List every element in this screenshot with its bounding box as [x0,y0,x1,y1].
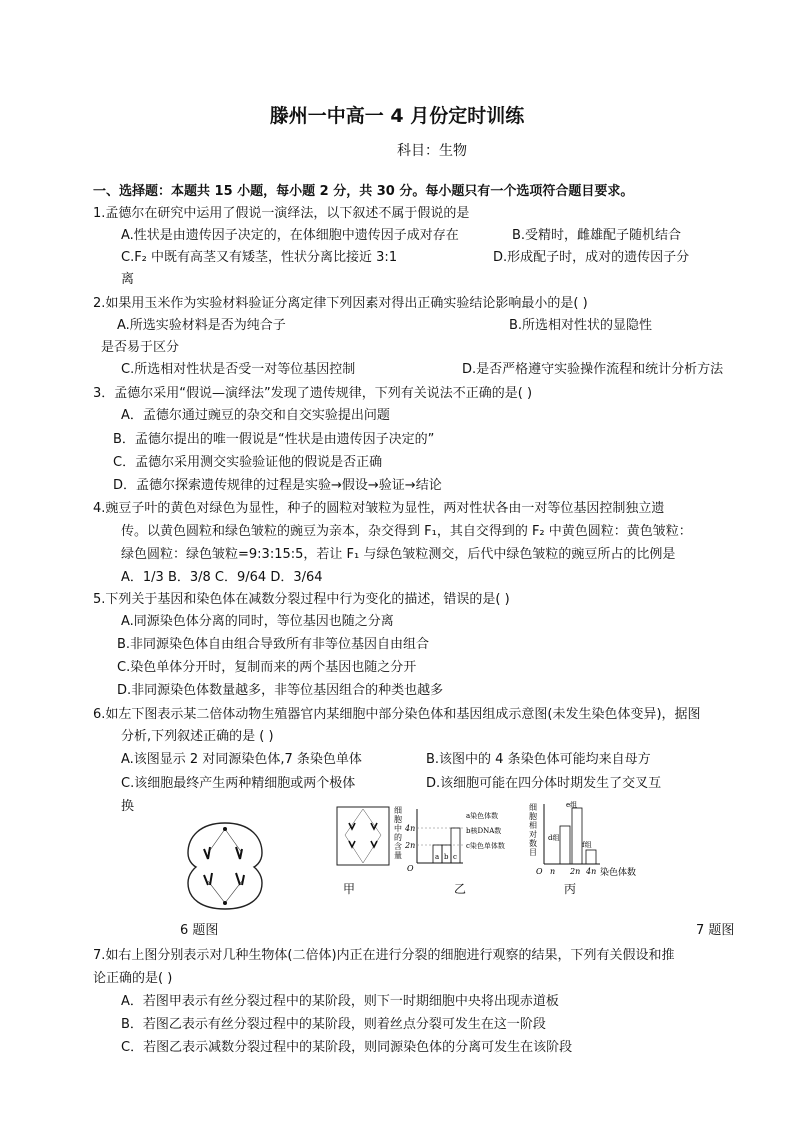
q2-option-d: D.是否严格遵守实验操作流程和统计分析方法 [462,362,724,377]
chart-yi-ylabel-5: 含 [394,842,402,851]
q1-option-c: C.F₂ 中既有高茎又有矮茎，性状分离比接近 3:1 [121,250,398,265]
cell-division-figure-6 [180,815,270,915]
chart-bing-tick-4n: 4n [586,867,597,876]
chart-bing-bar-f [586,850,596,864]
chart-bing-tick-2n: 2n [570,867,581,876]
chart-yi-bar-label-b: b [444,853,449,861]
chart-yi-legend-a: a染色体数 [466,812,499,820]
q3-stem: 3．孟德尔采用“假说—演绎法”发现了遗传规律，下列有关说法不正确的是( ) [93,386,533,401]
q4-line3: 绿色圆粒：绿色皱粒=9:3:15:5，若让 F₁ 与绿色皱粒测交，后代中绿色皱粒的豌豆所占的比例是 [121,547,676,562]
chart-yi-tick-origin: O [407,864,414,873]
chart-yi-legend-c: c染色单体数 [466,842,505,850]
q3-option-c: C．孟德尔采用测交实验验证他的假说是否正确 [113,455,383,470]
chart-bing-label-e: e组 [566,801,578,809]
q1-option-b: B.受精时，雌雄配子随机结合 [512,228,682,243]
q2-option-b-cont: 是否易于区分 [101,340,180,355]
chart-bing-tick-origin: O [536,867,543,876]
q6-line1: 6.如左下图表示某二倍体动物生殖器官内某细胞中部分染色体和基因组成示意图(未发生染色体变异)，据图 [93,707,701,722]
chart-yi-bar-label-c: c [453,853,457,861]
q4-line1: 4.豌豆子叶的黄色对绿色为显性，种子的圆粒对皱粒为显性，两对性状各由一对等位基因控制独立遗 [93,501,665,516]
q1-option-d-cont: 离 [121,272,135,287]
q4-line2: 传。以黄色圆粒和绿色皱粒的豌豆为亲本，杂交得到 F₁，其自交得到的 F₂ 中黄色圆粒：黄色皱粒： [121,524,692,539]
chart-yi-ylabel-3: 中 [394,824,402,833]
q3-option-d: D．孟德尔探索遗传规律的过程是实验→假设→验证→结论 [113,478,442,493]
q7-line2: 论正确的是( ) [93,971,173,986]
chart-yi-ylabel-4: 的 [394,833,402,842]
q3-option-a: A．孟德尔通过豌豆的杂交和自交实验提出问题 [121,408,390,423]
q5-stem: 5.下列关于基因和染色体在减数分裂过程中行为变化的描述，错误的是( ) [93,592,510,607]
chart-bing-ylabel-5: 数 [529,839,537,848]
q5-option-d: D.非同源染色体数量越多，非等位基因组合的种类也越多 [117,683,444,698]
page-title: 滕州一中高一 4 月份定时训练 [269,105,525,127]
chart-yi-bar-label-a: a [435,853,440,861]
q2-option-a: A.所选实验材料是否为纯合子 [117,318,286,333]
chart-yi-tick-4n: 4n [405,824,416,833]
figure-label-jia: 甲 [343,882,356,896]
figure-7-caption: 7 题图 [696,923,735,938]
chart-bing-ylabel-1: 细 [529,803,537,812]
q6-option-d-cont: 换 [121,799,135,814]
q6-option-b: B.该图中的 4 条染色体可能均来自母方 [426,752,651,767]
subject-label: 科目：生物 [397,143,467,159]
chart-bing-xlabel: 染色体数 [600,868,637,878]
chart-yi-ylabel-1: 细 [394,806,402,815]
q4-options: A．1/3 B．3/8 C．9/64 D．3/64 [121,570,323,585]
q7-option-a: A．若图甲表示有丝分裂过程中的某阶段，则下一时期细胞中央将出现赤道板 [121,994,559,1009]
figure-label-yi: 乙 [454,882,467,896]
q6-option-d: D.该细胞可能在四分体时期发生了交叉互 [426,776,662,791]
q5-option-a: A.同源染色体分离的同时，等位基因也随之分离 [121,614,394,629]
section-heading: 一、选择题：本题共 15 小题，每小题 2 分，共 30 分。每小题只有一个选项符合题目要求。 [93,184,634,199]
chart-bing-bar-e [572,808,582,864]
cell-diagram-jia [333,805,393,870]
q6-line2: 分析,下列叙述正确的是 ( ) [121,729,274,744]
chart-yi-ylabel-2: 胞 [394,815,402,824]
chart-yi-legend-b: b核DNA数 [466,827,502,835]
chart-yi-ylabel-6: 量 [394,851,402,860]
q2-option-b: B.所选相对性状的显隐性 [509,318,653,333]
chart-yi-tick-2n: 2n [405,841,416,850]
q3-option-b: B．孟德尔提出的唯一假说是“性状是由遗传因子决定的” [113,432,435,447]
chart-bing-ylabel-3: 相 [529,821,537,830]
figure-6-caption: 6 题图 [180,923,219,938]
chart-bing-tick-n: n [550,867,556,876]
q7-line1: 7.如右上图分别表示对几种生物体(二倍体)内正在进行分裂的细胞进行观察的结果，下列有关假设和推 [93,948,675,963]
q1-stem: 1.孟德尔在研究中运用了假说一演绎法，以下叙述不属于假说的是 [93,206,470,221]
q2-option-c: C.所选相对性状是否受一对等位基因控制 [121,362,356,377]
q7-option-c: C．若图乙表示减数分裂过程中的某阶段，则同源染色体的分离可发生在该阶段 [121,1040,573,1055]
q6-option-c: C.该细胞最终产生两种精细胞或两个极体 [121,776,356,791]
q5-option-b: B.非同源染色体自由组合导致所有非等位基因自由组合 [117,637,430,652]
q1-option-d: D.形成配子时，成对的遗传因子分 [493,250,690,265]
q7-option-b: B．若图乙表示有丝分裂过程中的某阶段，则着丝点分裂可发生在这一阶段 [121,1017,546,1032]
chart-bing [528,800,648,882]
figure-label-bing: 丙 [564,882,577,896]
chart-bing-ylabel-2: 胞 [529,812,537,821]
q2-stem: 2.如果用玉米作为实验材料验证分离定律下列因素对得出正确实验结论影响最小的是( ) [93,296,588,311]
chart-bing-label-f: f组 [582,841,592,849]
chart-bing-ylabel-4: 对 [529,830,537,839]
chart-yi [393,805,528,875]
chart-bing-bar-d [560,826,570,864]
chart-bing-label-d: d组 [548,834,560,842]
q5-option-c: C.染色单体分开时，复制而来的两个基因也随之分开 [117,660,417,675]
q6-option-a: A.该图显示 2 对同源染色体,7 条染色单体 [121,752,362,767]
q1-option-a: A.性状是由遗传因子决定的，在体细胞中遗传因子成对存在 [121,228,459,243]
chart-bing-ylabel-6: 目 [529,848,537,857]
